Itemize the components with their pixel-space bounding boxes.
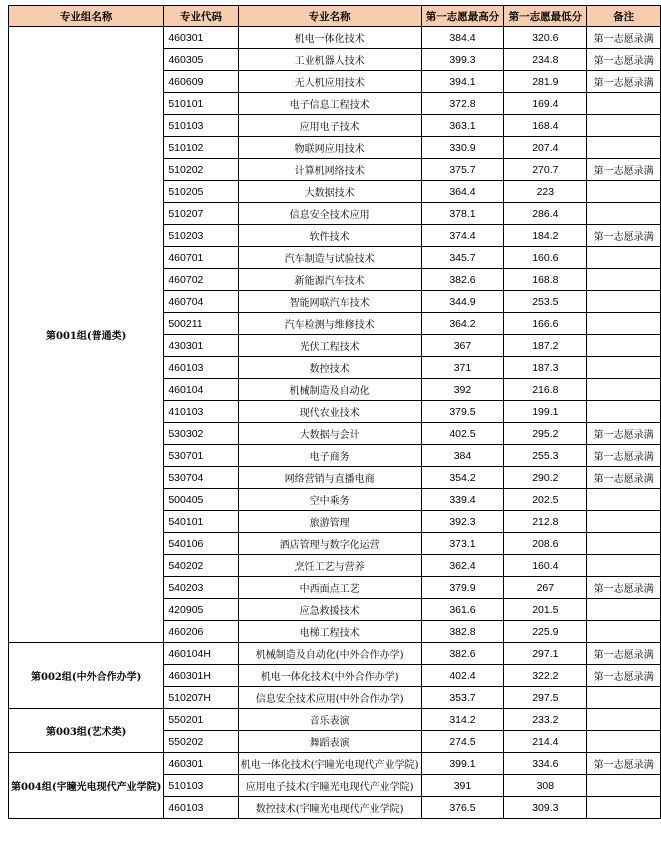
max-score-cell: 382.6: [421, 643, 504, 665]
major-name-cell: 网络营销与直播电商: [238, 467, 421, 489]
note-cell: [587, 137, 661, 159]
major-code-cell: 460702: [164, 269, 238, 291]
table-row: [9, 643, 661, 665]
max-score-cell: 353.7: [421, 687, 504, 709]
note-cell: 第一志愿录满: [587, 753, 661, 775]
max-score-cell: 364.2: [421, 313, 504, 335]
group-name-cell: 第002组(中外合作办学): [9, 643, 164, 709]
major-name-cell: 电梯工程技术: [238, 621, 421, 643]
major-name-cell: 中西面点工艺: [238, 577, 421, 599]
note-cell: 第一志愿录满: [587, 225, 661, 247]
min-score-cell: 207.4: [504, 137, 587, 159]
table-body: [9, 27, 661, 819]
note-cell: 第一志愿录满: [587, 27, 661, 49]
min-score-cell: 281.9: [504, 71, 587, 93]
major-name-cell: 音乐表演: [238, 709, 421, 731]
min-score-cell: 199.1: [504, 401, 587, 423]
max-score-cell: 339.4: [421, 489, 504, 511]
major-name-cell: 现代农业技术: [238, 401, 421, 423]
min-score-cell: 309.3: [504, 797, 587, 819]
max-score-cell: 379.9: [421, 577, 504, 599]
note-cell: [587, 93, 661, 115]
major-code-cell: 510101: [164, 93, 238, 115]
min-score-cell: 270.7: [504, 159, 587, 181]
max-score-cell: 384.4: [421, 27, 504, 49]
min-score-cell: 322.2: [504, 665, 587, 687]
major-name-cell: 旅游管理: [238, 511, 421, 533]
major-code-cell: 510205: [164, 181, 238, 203]
note-cell: [587, 775, 661, 797]
major-code-cell: 530701: [164, 445, 238, 467]
min-score-cell: 234.8: [504, 49, 587, 71]
major-name-cell: 工业机器人技术: [238, 49, 421, 71]
max-score-cell: 376.5: [421, 797, 504, 819]
note-cell: 第一志愿录满: [587, 159, 661, 181]
note-cell: 第一志愿录满: [587, 49, 661, 71]
max-score-cell: 382.8: [421, 621, 504, 643]
group-name-cell: 第003组(艺术类): [9, 709, 164, 753]
max-score-cell: 371: [421, 357, 504, 379]
note-cell: 第一志愿录满: [587, 71, 661, 93]
major-name-cell: 计算机网络技术: [238, 159, 421, 181]
max-score-cell: 394.1: [421, 71, 504, 93]
header-group: 专业组名称: [9, 6, 164, 27]
major-code-cell: 500211: [164, 313, 238, 335]
table-row: [9, 753, 661, 775]
min-score-cell: 168.4: [504, 115, 587, 137]
min-score-cell: 290.2: [504, 467, 587, 489]
note-cell: [587, 621, 661, 643]
max-score-cell: 372.8: [421, 93, 504, 115]
major-name-cell: 无人机应用技术: [238, 71, 421, 93]
major-code-cell: 410103: [164, 401, 238, 423]
major-code-cell: 550202: [164, 731, 238, 753]
min-score-cell: 201.5: [504, 599, 587, 621]
note-cell: [587, 709, 661, 731]
max-score-cell: 399.3: [421, 49, 504, 71]
major-name-cell: 智能网联汽车技术: [238, 291, 421, 313]
min-score-cell: 166.6: [504, 313, 587, 335]
header-max-score: 第一志愿最高分: [421, 6, 504, 27]
min-score-cell: 255.3: [504, 445, 587, 467]
note-cell: [587, 401, 661, 423]
major-code-cell: 460103: [164, 357, 238, 379]
major-code-cell: 510102: [164, 137, 238, 159]
min-score-cell: 320.6: [504, 27, 587, 49]
note-cell: [587, 533, 661, 555]
table-row: [9, 27, 661, 49]
major-name-cell: 物联网应用技术: [238, 137, 421, 159]
major-code-cell: 460704: [164, 291, 238, 313]
min-score-cell: 308: [504, 775, 587, 797]
major-code-cell: 460301: [164, 27, 238, 49]
major-code-cell: 460103: [164, 797, 238, 819]
major-code-cell: 430301: [164, 335, 238, 357]
note-cell: [587, 357, 661, 379]
note-cell: [587, 115, 661, 137]
major-name-cell: 数控技术: [238, 357, 421, 379]
note-cell: [587, 555, 661, 577]
max-score-cell: 314.2: [421, 709, 504, 731]
major-name-cell: 机电一体化技术(宇瞳光电现代产业学院): [238, 753, 421, 775]
major-code-cell: 540101: [164, 511, 238, 533]
header-code: 专业代码: [164, 6, 238, 27]
major-name-cell: 应用电子技术(宇瞳光电现代产业学院): [238, 775, 421, 797]
note-cell: [587, 379, 661, 401]
major-name-cell: 软件技术: [238, 225, 421, 247]
max-score-cell: 361.6: [421, 599, 504, 621]
major-name-cell: 机械制造及自动化(中外合作办学): [238, 643, 421, 665]
major-code-cell: 460305: [164, 49, 238, 71]
major-code-cell: 540202: [164, 555, 238, 577]
major-name-cell: 新能源汽车技术: [238, 269, 421, 291]
max-score-cell: 402.4: [421, 665, 504, 687]
major-name-cell: 大数据技术: [238, 181, 421, 203]
major-code-cell: 460609: [164, 71, 238, 93]
max-score-cell: 379.5: [421, 401, 504, 423]
min-score-cell: 208.6: [504, 533, 587, 555]
max-score-cell: 392: [421, 379, 504, 401]
max-score-cell: 392.3: [421, 511, 504, 533]
max-score-cell: 374.4: [421, 225, 504, 247]
min-score-cell: 202.5: [504, 489, 587, 511]
min-score-cell: 187.2: [504, 335, 587, 357]
major-name-cell: 汽车检测与维修技术: [238, 313, 421, 335]
major-name-cell: 大数据与会计: [238, 423, 421, 445]
major-name-cell: 酒店管理与数字化运营: [238, 533, 421, 555]
admission-score-table: [8, 5, 661, 819]
group-name-cell: 第001组(普通类): [9, 27, 164, 643]
major-code-cell: 460301H: [164, 665, 238, 687]
major-code-cell: 510202: [164, 159, 238, 181]
min-score-cell: 267: [504, 577, 587, 599]
major-name-cell: 电子商务: [238, 445, 421, 467]
header-note: 备注: [587, 6, 661, 27]
note-cell: [587, 313, 661, 335]
min-score-cell: 216.8: [504, 379, 587, 401]
note-cell: [587, 291, 661, 313]
major-code-cell: 460301: [164, 753, 238, 775]
major-code-cell: 510207: [164, 203, 238, 225]
note-cell: [587, 489, 661, 511]
major-code-cell: 460104H: [164, 643, 238, 665]
header-row: [9, 6, 661, 27]
max-score-cell: 345.7: [421, 247, 504, 269]
max-score-cell: 391: [421, 775, 504, 797]
major-name-cell: 信息安全技术应用(中外合作办学): [238, 687, 421, 709]
note-cell: [587, 269, 661, 291]
min-score-cell: 214.4: [504, 731, 587, 753]
note-cell: [587, 335, 661, 357]
major-name-cell: 汽车制造与试验技术: [238, 247, 421, 269]
note-cell: 第一志愿录满: [587, 577, 661, 599]
major-name-cell: 应用电子技术: [238, 115, 421, 137]
note-cell: [587, 599, 661, 621]
min-score-cell: 160.6: [504, 247, 587, 269]
major-code-cell: 530704: [164, 467, 238, 489]
max-score-cell: 382.6: [421, 269, 504, 291]
min-score-cell: 212.8: [504, 511, 587, 533]
major-name-cell: 舞蹈表演: [238, 731, 421, 753]
major-code-cell: 460104: [164, 379, 238, 401]
min-score-cell: 169.4: [504, 93, 587, 115]
major-name-cell: 信息安全技术应用: [238, 203, 421, 225]
major-code-cell: 500405: [164, 489, 238, 511]
max-score-cell: 399.1: [421, 753, 504, 775]
max-score-cell: 367: [421, 335, 504, 357]
max-score-cell: 274.5: [421, 731, 504, 753]
min-score-cell: 225.9: [504, 621, 587, 643]
major-name-cell: 机电一体化技术(中外合作办学): [238, 665, 421, 687]
max-score-cell: 354.2: [421, 467, 504, 489]
major-code-cell: 460206: [164, 621, 238, 643]
major-name-cell: 应急救援技术: [238, 599, 421, 621]
note-cell: 第一志愿录满: [587, 423, 661, 445]
min-score-cell: 253.5: [504, 291, 587, 313]
max-score-cell: 330.9: [421, 137, 504, 159]
max-score-cell: 402.5: [421, 423, 504, 445]
note-cell: [587, 511, 661, 533]
max-score-cell: 363.1: [421, 115, 504, 137]
min-score-cell: 187.3: [504, 357, 587, 379]
major-name-cell: 空中乘务: [238, 489, 421, 511]
note-cell: [587, 181, 661, 203]
min-score-cell: 297.5: [504, 687, 587, 709]
min-score-cell: 168.8: [504, 269, 587, 291]
note-cell: [587, 731, 661, 753]
note-cell: 第一志愿录满: [587, 445, 661, 467]
major-code-cell: 510103: [164, 775, 238, 797]
max-score-cell: 362.4: [421, 555, 504, 577]
max-score-cell: 378.1: [421, 203, 504, 225]
group-name-cell: 第004组(宇瞳光电现代产业学院): [9, 753, 164, 819]
min-score-cell: 286.4: [504, 203, 587, 225]
min-score-cell: 334.6: [504, 753, 587, 775]
major-code-cell: 420905: [164, 599, 238, 621]
major-name-cell: 数控技术(宇瞳光电现代产业学院): [238, 797, 421, 819]
major-name-cell: 光伏工程技术: [238, 335, 421, 357]
major-code-cell: 550201: [164, 709, 238, 731]
major-code-cell: 510207H: [164, 687, 238, 709]
major-code-cell: 460701: [164, 247, 238, 269]
max-score-cell: 384: [421, 445, 504, 467]
note-cell: [587, 247, 661, 269]
header-name: 专业名称: [238, 6, 421, 27]
note-cell: [587, 797, 661, 819]
max-score-cell: 364.4: [421, 181, 504, 203]
note-cell: 第一志愿录满: [587, 643, 661, 665]
major-name-cell: 电子信息工程技术: [238, 93, 421, 115]
note-cell: 第一志愿录满: [587, 467, 661, 489]
major-code-cell: 510103: [164, 115, 238, 137]
max-score-cell: 344.9: [421, 291, 504, 313]
major-code-cell: 540203: [164, 577, 238, 599]
max-score-cell: 375.7: [421, 159, 504, 181]
major-name-cell: 机电一体化技术: [238, 27, 421, 49]
major-name-cell: 烹饪工艺与营养: [238, 555, 421, 577]
min-score-cell: 223: [504, 181, 587, 203]
note-cell: [587, 203, 661, 225]
major-code-cell: 510203: [164, 225, 238, 247]
min-score-cell: 233.2: [504, 709, 587, 731]
min-score-cell: 297.1: [504, 643, 587, 665]
min-score-cell: 160.4: [504, 555, 587, 577]
note-cell: [587, 687, 661, 709]
major-code-cell: 530302: [164, 423, 238, 445]
max-score-cell: 373.1: [421, 533, 504, 555]
min-score-cell: 295.2: [504, 423, 587, 445]
major-name-cell: 机械制造及自动化: [238, 379, 421, 401]
header-min-score: 第一志愿最低分: [504, 6, 587, 27]
min-score-cell: 184.2: [504, 225, 587, 247]
note-cell: 第一志愿录满: [587, 665, 661, 687]
table-row: [9, 709, 661, 731]
major-code-cell: 540106: [164, 533, 238, 555]
